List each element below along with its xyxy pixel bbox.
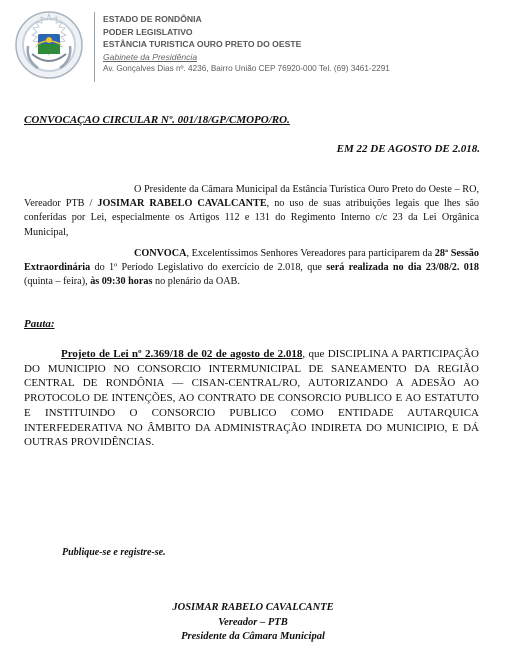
paragraph-convoca <box>24 247 479 290</box>
header-address: Av. Gonçalves Dias nº. 4236, Bairro União CEP 76920-000 Tel. (69) 3461-2291 <box>103 64 390 73</box>
header-estancia: ESTÂNCIA TURISTICA OURO PRETO DO OESTE <box>103 39 302 49</box>
convoca-text-1: , Excelentíssimos Senhores Vereadores para participarem da <box>186 248 435 259</box>
signature-role: Vereador – PTB <box>218 617 288 628</box>
session-time: às 09:30 horas <box>90 276 153 288</box>
header-power: PODER LEGISLATIVO <box>103 26 193 37</box>
session-date: será realizada no dia 23/08/2. 018 <box>326 262 479 274</box>
publique-line: Publique-se e registre-se. <box>62 547 166 558</box>
municipal-seal-icon <box>14 10 84 80</box>
president-name: JOSIMAR RABELO CAVALCANTE <box>97 198 267 210</box>
projeto-label: Projeto de Lei nº 2.369/18 de 02 de agosto de 2.018 <box>61 348 303 360</box>
letterhead <box>12 8 496 84</box>
projeto-paragraph <box>24 347 479 450</box>
convocacao-title: CONVOCAÇAO CIRCULAR Nº. 001/18/GP/CMOPO/RO. <box>24 114 290 126</box>
convoca-text-2: do 1º Período Legislativo do exercício de 2.018, que <box>90 262 327 274</box>
signature-name: JOSIMAR RABELO CAVALCANTE <box>172 602 334 613</box>
header-gabinete: Gabinete da Presidência <box>103 51 198 62</box>
letterhead-text <box>103 13 495 76</box>
intro-text-3: , no uso de suas atribuições legais que lhes são conferidas por Lei, especialmente os Artigos 112 e 131 do Regimento Interno c/c 23 da Lei Orgânica Municipal, <box>24 198 479 238</box>
convoca-text-4: no plenário da OAB. <box>152 276 240 288</box>
signature-title: Presidente da Câmara Municipal <box>181 631 325 642</box>
session-name: 28ª Sessão Extraordinária <box>24 248 479 274</box>
intro-text-2: Vereador PTB / <box>24 198 98 210</box>
convoca-word: CONVOCA <box>134 248 187 259</box>
header-divider <box>94 12 95 82</box>
date-line: EM 22 DE AGOSTO DE 2.018. <box>336 143 480 155</box>
intro-text-1: O Presidente da Câmara Municipal da Estância Turística Ouro Preto do Oeste – RO, <box>134 184 479 195</box>
projeto-text: , que DISCIPLINA A PARTICIPAÇÃO DO MUNICIPIO NO CONSORCIO INTERMUNICIPAL DE SANEAMENTO DA REGIÃO CENTRAL DE RONDÔNIA — CISAN-CENTRAL/RO, AUTORIZANDO A ADESÃO AO PROTOCOLO DE INTENÇÕES, AO CONTRATO DE CONSORCIO PUBLICO E AO ESTATUTO E INSTITUINDO O CONSORCIO PUBLICO COMO ENTIDADE AUTARQUICA INTERFEDERATIVA NO ÂMBITO DA ADMINISTRAÇÃO INDIRETA DO MUNICIPIO, E DÁ OUTRAS PROVIDÊNCIAS. <box>24 348 479 449</box>
header-state: ESTADO DE RONDÔNIA <box>103 14 202 24</box>
convoca-text-3: (quinta – feira), <box>24 276 91 288</box>
pauta-label: Pauta: <box>24 318 55 330</box>
paragraph-intro <box>24 183 479 240</box>
